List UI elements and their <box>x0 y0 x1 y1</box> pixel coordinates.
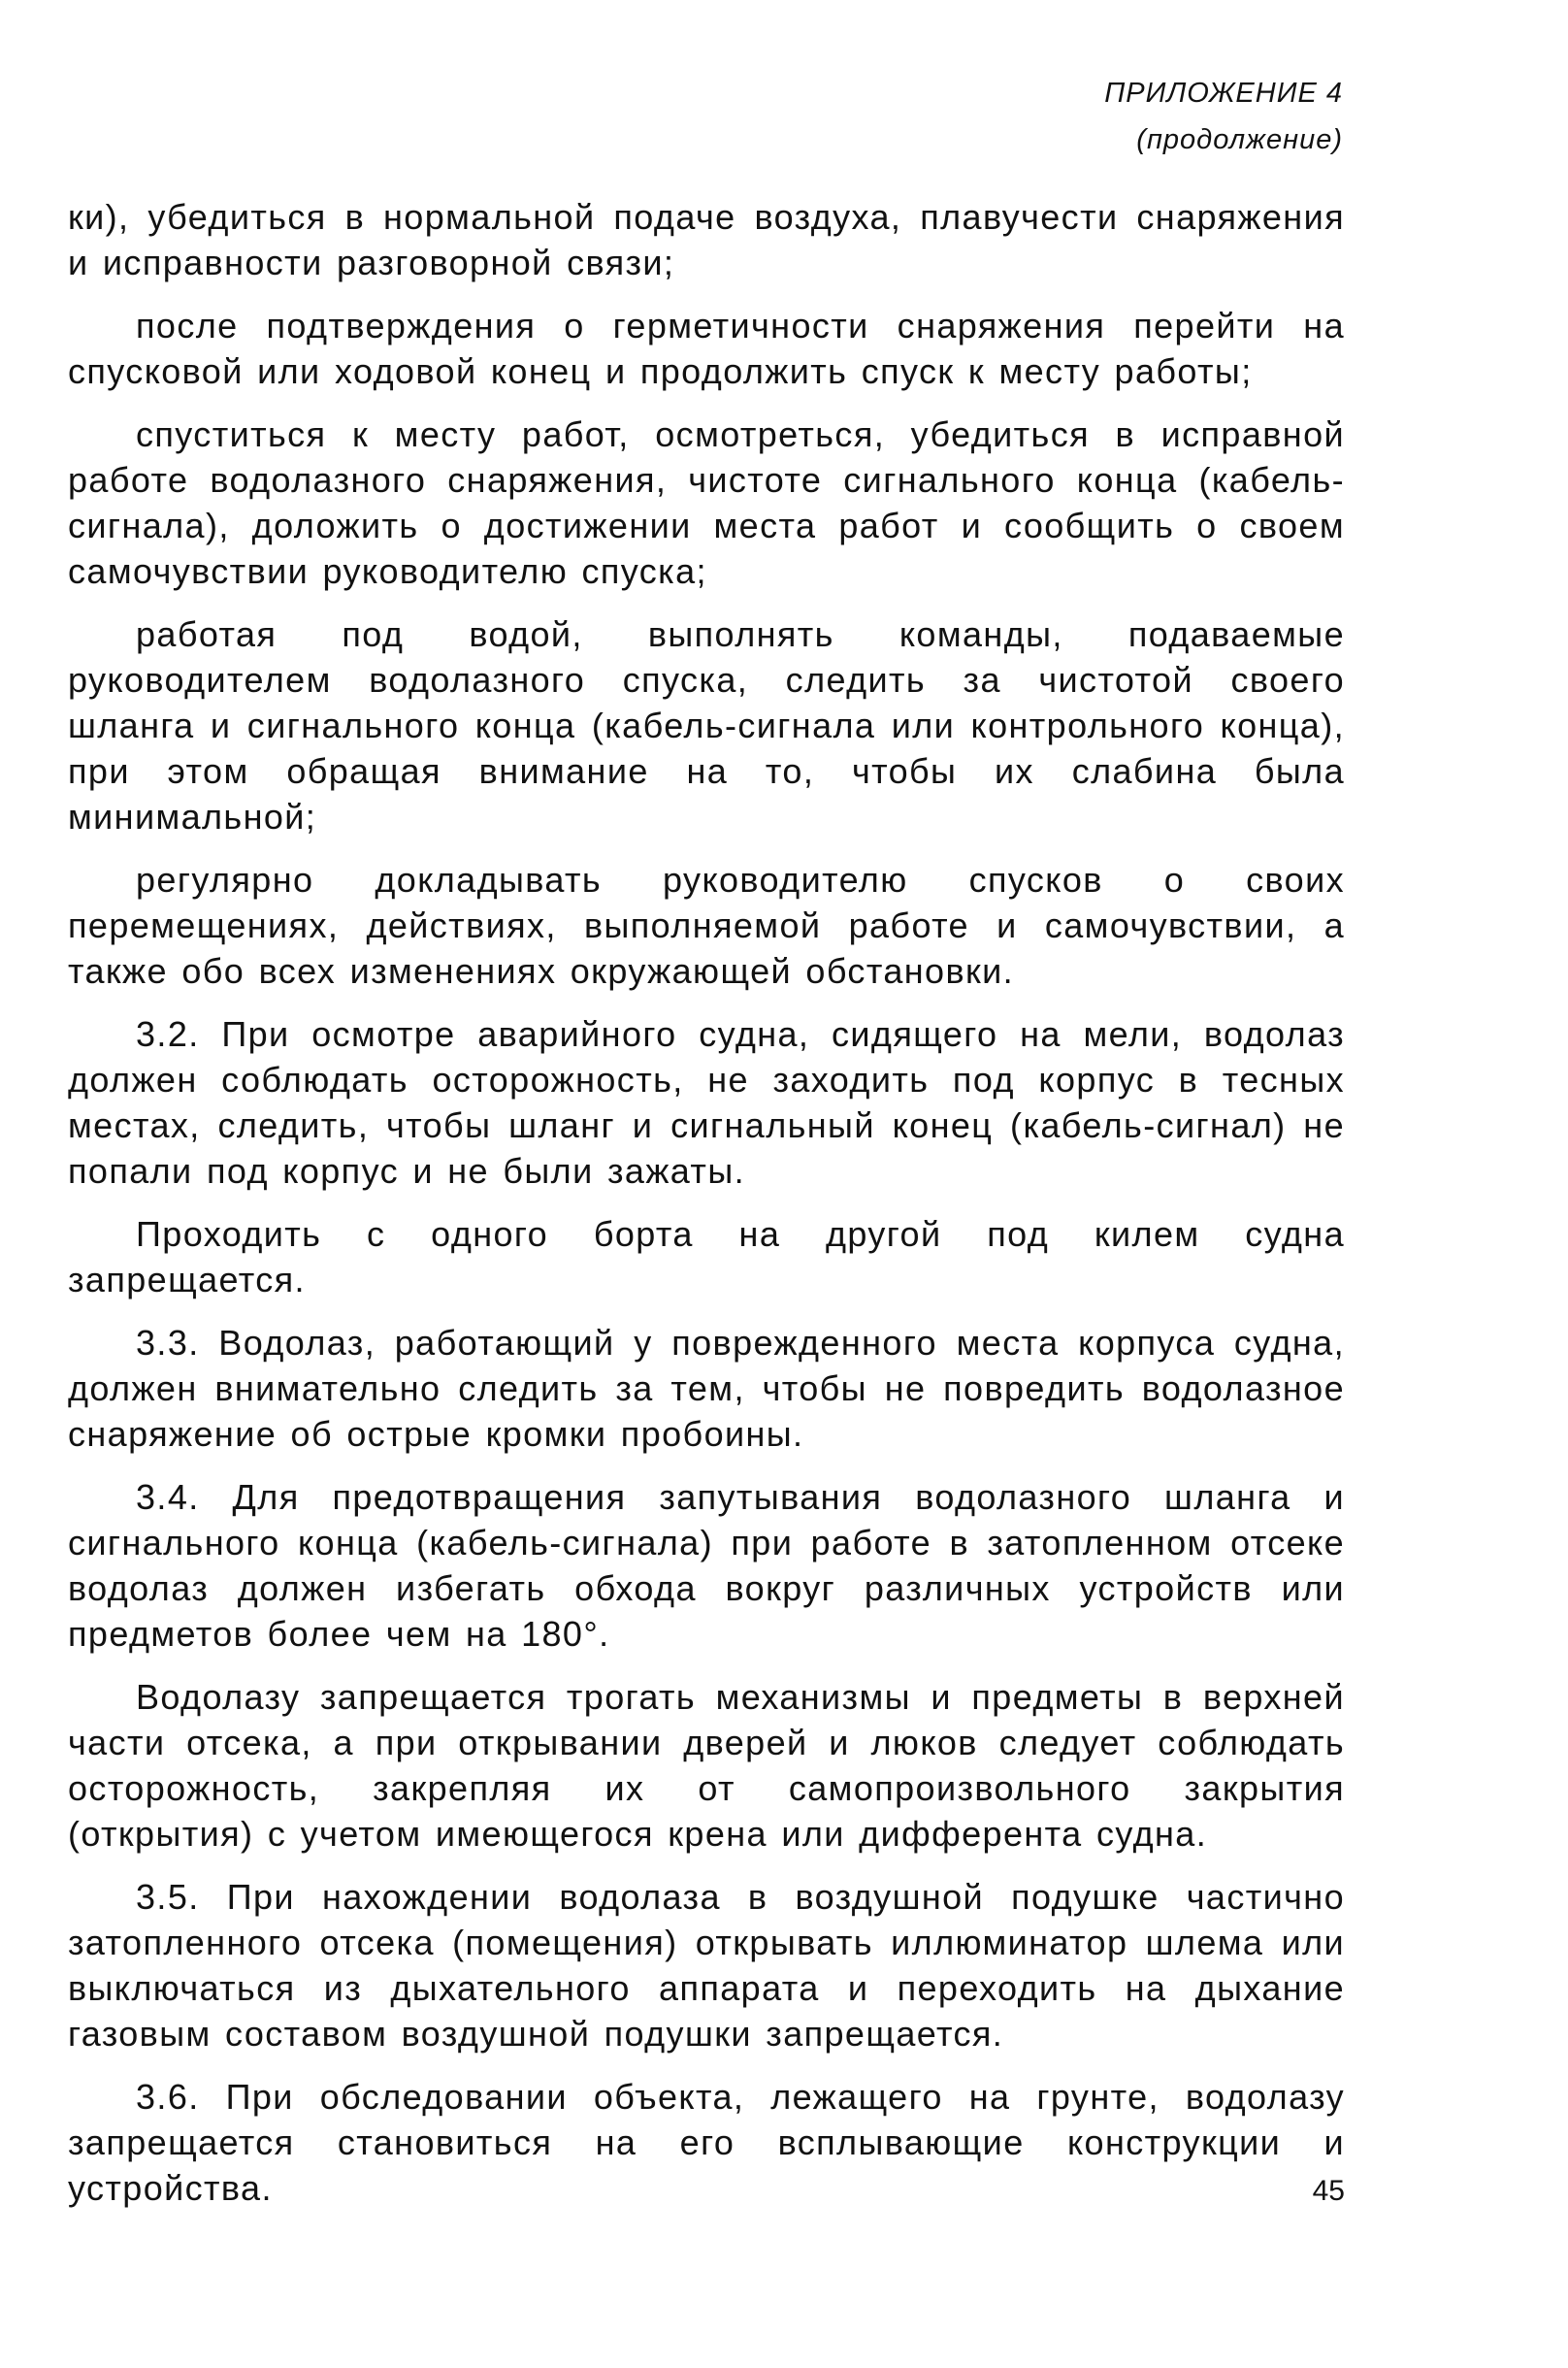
paragraph: Водолазу запрещается трогать механизмы и предметы в верхней части отсека, а при открывании дверей и люков следует соблюдать осторожность, закрепляя их от самопроизвольного закрытия (открытия) с учетом имеющегося крена или дифферента судна. <box>68 1677 1345 1854</box>
paragraph: 3.3. Водолаз, работающий у поврежденного места корпуса судна, должен внимательно следить за тем, чтобы не повредить водолазное снаряжение об острые кромки пробоины. <box>68 1323 1345 1454</box>
paragraph: ки), убедиться в нормальной подаче воздуха, плавучести снаряжения и исправности разговорной связи; <box>68 197 1345 282</box>
page-number: 45 <box>1312 2175 1345 2207</box>
appendix-title: ПРИЛОЖЕНИЕ 4 <box>1104 78 1343 109</box>
paragraph: регулярно докладывать руководителю спусков о своих перемещениях, действиях, выполняемой работе и самочувствии, а также обо всех изменениях окружающей обстановки. <box>68 860 1345 991</box>
appendix-continuation: (продолжение) <box>1136 124 1343 155</box>
page-header <box>1104 70 1343 163</box>
paragraph: 3.5. При нахождении водолаза в воздушной подушке частично затопленного отсека (помещения) открывать иллюминатор шлема или выключаться из дыхательного аппарата и переходить на дыхание газовым составом воздушной подушки запрещается. <box>68 1877 1345 2054</box>
document-body <box>68 194 1345 2228</box>
paragraph: 3.4. Для предотвращения запутывания водолазного шланга и сигнального конца (кабель-сигнала) при работе в затопленном отсеке водолаз должен избегать обхода вокруг различных устройств или предметов более чем на 180°. <box>68 1477 1345 1654</box>
paragraph: 3.6. При обследовании объекта, лежащего на грунте, водолазу запрещается становиться на его всплывающие конструкции и устройства. <box>68 2077 1345 2208</box>
paragraph: работая под водой, выполнять команды, подаваемые руководителем водолазного спуска, следить за чистотой своего шланга и сигнального конца (кабель-сигнала или контрольного конца), при этом обращая внимание на то, чтобы их слабина была минимальной; <box>68 614 1345 837</box>
paragraph: 3.2. При осмотре аварийного судна, сидящего на мели, водолаз должен соблюдать осторожность, не заходить под корпус в тесных местах, следить, чтобы шланг и сигнальный конец (кабель-сигнал) не попали под корпус и не были зажаты. <box>68 1014 1345 1191</box>
paragraph: спуститься к месту работ, осмотреться, убедиться в исправной работе водолазного снаряжения, чистоте сигнального конца (кабель-сигнала), доложить о достижении места работ и сообщить о своем самочувствии руководителю спуска; <box>68 414 1345 591</box>
paragraph: Проходить с одного борта на другой под килем судна запрещается. <box>68 1214 1345 1299</box>
paragraph: после подтверждения о герметичности снаряжения перейти на спусковой или ходовой конец и продолжить спуск к месту работы; <box>68 306 1345 391</box>
